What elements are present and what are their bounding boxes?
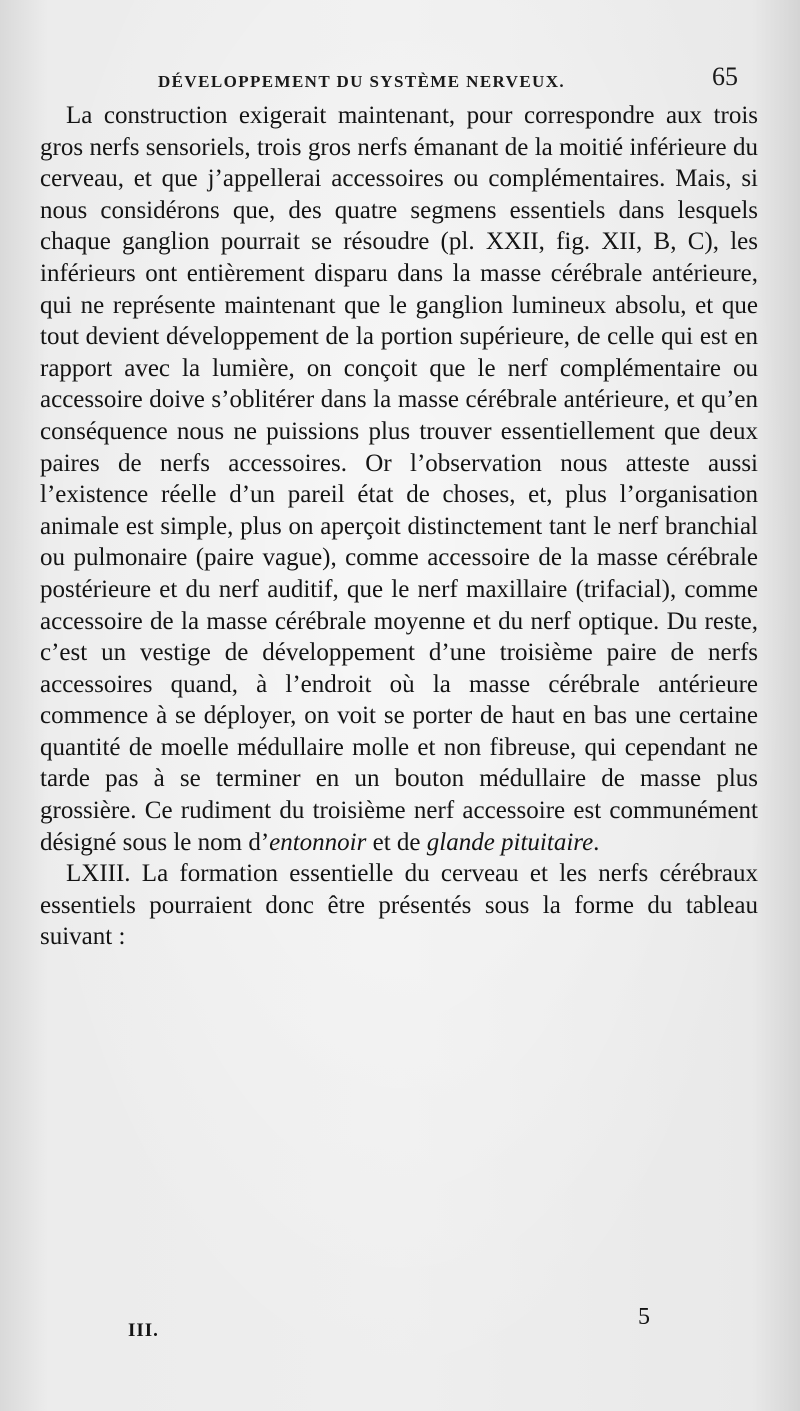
body-text <box>40 100 758 953</box>
running-title: DÉVELOPPEMENT DU SYSTÈME NERVEUX. <box>158 72 566 91</box>
italic-term-glande-pituitaire: glande pituitaire <box>426 828 594 856</box>
italic-term-entonnoir: entonnoir <box>269 828 367 856</box>
paragraph-construction <box>40 100 758 858</box>
paragraph-construction-end: . <box>593 828 600 856</box>
signature-number: 5 <box>638 1304 650 1330</box>
page-header <box>40 62 780 96</box>
paragraph-construction-text: La construction exigerait maintenant, pour correspondre aux trois gros nerfs sensoriels, trois gros nerfs émanant de la moitié inférieure du cerveau, et que j’appellerai accessoires ou complémentaires. Mais, si nous considérons que, des quatre segmens essentiels dans lesquels chaque ganglion pourrait se résoudre (pl. XXII, fig. XII, B, C), les inférieurs ont entièrement disparu dans la masse cérébrale antérieure, qui ne représente maintenant que le ganglion lumineux absolu, et que tout devient développement de la portion supérieure, de celle qui est en rapport avec la lumière, on conçoit que le nerf complémentaire ou accessoire doive s’oblitérer dans la masse cérébrale antérieure, et qu’en conséquence nous ne puissions plus trouver essentiellement que deux paires de nerfs accessoires. Or l’observation nous atteste aussi l’existence réelle d’un pareil état de choses, et, plus l’organisation animale est simple, plus on aperçoit distinctement tant le nerf branchial ou pulmonaire (paire vague), comme accessoire de la masse cérébrale postérieure et du nerf auditif, que le nerf maxillaire (trifacial), comme accessoire de la masse cérébrale moyenne et du nerf optique. Du reste, c’est un vestige de développement d’une troisième paire de nerfs accessoires quand, à l’endroit où la masse cérébrale antérieure commence à se déployer, on voit se porter de haut en bas une certaine quantité de moelle médullaire molle et non fibreuse, qui cependant ne tarde pas à se terminer en un bouton médullaire de masse plus grossière. Ce rudiment du troisième nerf accessoire est communément désigné sous le nom d’ <box>40 102 758 856</box>
connector-text: et de <box>366 828 427 856</box>
page-number: 65 <box>712 62 738 91</box>
paragraph-lxiii: LXIII. La formation essentielle du cerveau et les nerfs cérébraux essentiels pourraient donc être présentés sous la forme du tableau suivant : <box>40 860 758 951</box>
signature-mark: III. <box>128 1320 159 1341</box>
page-footer <box>40 1300 760 1340</box>
